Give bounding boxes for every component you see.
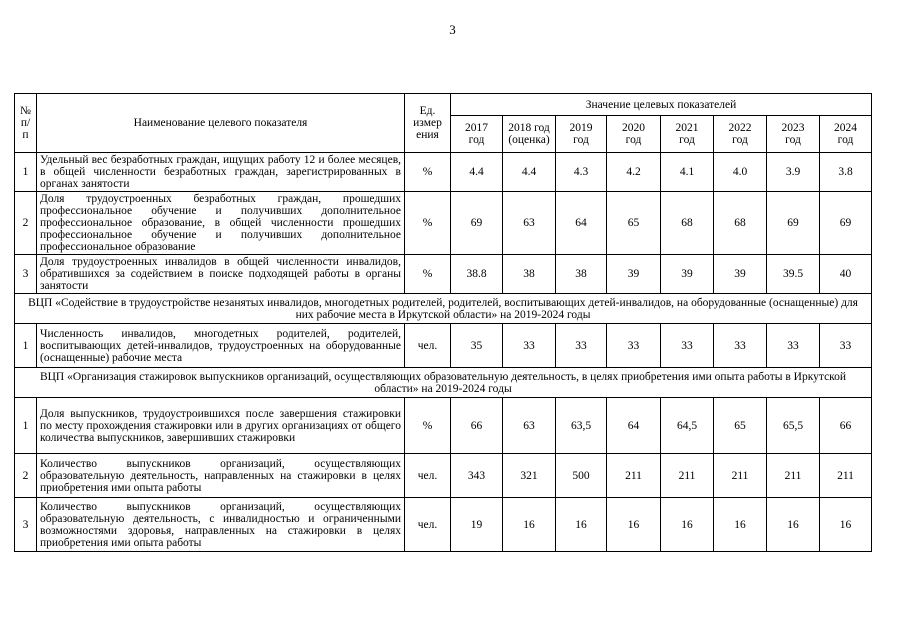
table-row (15, 192, 872, 255)
header-year-sub: год (837, 134, 854, 146)
header-year-1 (503, 116, 556, 153)
header-year-label: 2019 (569, 122, 593, 134)
indicator-value: 211 (820, 454, 872, 498)
header-year-7 (820, 116, 872, 153)
header-unit: Ед. измер ения (405, 94, 451, 153)
indicator-value: 16 (820, 498, 872, 552)
indicator-value: 33 (661, 324, 714, 368)
row-number: 3 (15, 498, 37, 552)
indicator-value: 4.1 (661, 153, 714, 192)
row-number: 1 (15, 398, 37, 454)
indicator-value: 39 (607, 255, 661, 294)
header-year-2 (556, 116, 607, 153)
indicator-value: 39 (714, 255, 767, 294)
table-row (15, 153, 872, 192)
indicator-value: 40 (820, 255, 872, 294)
header-year-sub: (оценка) (508, 134, 550, 146)
header-year-5 (714, 116, 767, 153)
header-year-label: 2018 год (508, 122, 550, 134)
indicator-value: 63 (503, 192, 556, 255)
header-values-group: Значение целевых показателей (451, 94, 872, 116)
indicator-value: 321 (503, 454, 556, 498)
table-header (15, 94, 872, 153)
indicator-unit: % (405, 192, 451, 255)
indicator-name: Численность инвалидов, многодетных родителей, родителей, воспитывающих детей-инвалидов, трудоустроенных на оборудованные (оснащенные) рабочие места (37, 324, 405, 368)
indicator-value: 64 (607, 398, 661, 454)
header-name: Наименование целевого показателя (37, 94, 405, 153)
indicator-value: 16 (714, 498, 767, 552)
indicator-name: Количество выпускников организаций, осуществляющих образовательную деятельность, направленных на стажировки в целях приобретения ими опыта работы (37, 454, 405, 498)
indicator-value: 63 (503, 398, 556, 454)
indicator-value: 65 (714, 398, 767, 454)
indicator-value: 38 (556, 255, 607, 294)
header-year-6 (767, 116, 820, 153)
indicator-value: 65,5 (767, 398, 820, 454)
indicator-value: 19 (451, 498, 503, 552)
indicator-value: 64,5 (661, 398, 714, 454)
row-number: 2 (15, 454, 37, 498)
header-year-label: 2023 (781, 122, 805, 134)
header-year-4 (661, 116, 714, 153)
indicator-value: 4.4 (503, 153, 556, 192)
indicator-value: 68 (714, 192, 767, 255)
header-year-label: 2022 (728, 122, 752, 134)
indicator-value: 16 (767, 498, 820, 552)
section-title: ВЦП «Организация стажировок выпускников организаций, осуществляющих образовательную деятельность, в целях приобретения ими опыта работы в Иркутской области» на 2019-2024 годы (15, 368, 872, 398)
indicator-value: 4.0 (714, 153, 767, 192)
indicator-value: 211 (607, 454, 661, 498)
indicator-name: Удельный вес безработных граждан, ищущих работу 12 и более месяцев, в общей численности безработных граждан, зарегистрированных в органах занятости (37, 153, 405, 192)
indicator-value: 4.2 (607, 153, 661, 192)
table-row (15, 498, 872, 552)
indicator-unit: чел. (405, 498, 451, 552)
indicator-value: 64 (556, 192, 607, 255)
indicator-value: 16 (556, 498, 607, 552)
indicator-value: 16 (607, 498, 661, 552)
indicator-value: 66 (820, 398, 872, 454)
indicator-value: 16 (661, 498, 714, 552)
section-title: ВЦП «Содействие в трудоустройстве незанятых инвалидов, многодетных родителей, родителей, воспитывающих детей-инвалидов, на оборудованные (оснащенные) для них рабочие места в Иркутской области» на 2019-2024 годы (15, 294, 872, 324)
table-row (15, 324, 872, 368)
header-year-sub: год (625, 134, 642, 146)
indicator-value: 66 (451, 398, 503, 454)
indicator-value: 38 (503, 255, 556, 294)
indicator-value: 33 (820, 324, 872, 368)
indicator-value: 69 (451, 192, 503, 255)
indicator-value: 33 (714, 324, 767, 368)
header-year-label: 2017 (465, 122, 488, 134)
header-year-sub: год (468, 134, 485, 146)
header-year-0 (451, 116, 503, 153)
indicator-unit: % (405, 398, 451, 454)
indicator-value: 343 (451, 454, 503, 498)
indicator-value: 33 (556, 324, 607, 368)
indicator-value: 16 (503, 498, 556, 552)
indicator-value: 33 (767, 324, 820, 368)
indicator-unit: % (405, 153, 451, 192)
table-row (15, 398, 872, 454)
indicator-value: 211 (661, 454, 714, 498)
indicator-unit: чел. (405, 454, 451, 498)
indicator-value: 33 (503, 324, 556, 368)
table-row (15, 255, 872, 294)
indicator-value: 211 (714, 454, 767, 498)
indicator-value: 3.8 (820, 153, 872, 192)
header-year-sub: год (785, 134, 801, 146)
indicator-value: 38.8 (451, 255, 503, 294)
indicator-name: Количество выпускников организаций, осуществляющих образовательную деятельность, с инвалидностью и ограниченными возможностями здоровья, направленных на стажировки в целях приобретения ими опыта работы (37, 498, 405, 552)
header-year-label: 2020 (622, 122, 645, 134)
page-number: 3 (449, 22, 456, 37)
header-year-label: 2024 (834, 122, 858, 134)
table-body (15, 153, 872, 552)
indicator-value: 69 (820, 192, 872, 255)
indicator-value: 65 (607, 192, 661, 255)
row-number: 1 (15, 153, 37, 192)
indicator-name: Доля трудоустроенных инвалидов в общей численности инвалидов, обратившихся за содействием в поиске подходящей работы в органы занятости (37, 255, 405, 294)
indicator-unit: чел. (405, 324, 451, 368)
indicator-name: Доля выпускников, трудоустроившихся после завершения стажировки по месту прохождения стажировки или в других организациях от общего количества выпускников, завершивших стажировки (37, 398, 405, 454)
indicator-value: 4.3 (556, 153, 607, 192)
indicator-value: 69 (767, 192, 820, 255)
indicator-value: 35 (451, 324, 503, 368)
indicator-value: 68 (661, 192, 714, 255)
indicator-value: 39.5 (767, 255, 820, 294)
indicator-unit: % (405, 255, 451, 294)
header-year-sub: год (732, 134, 748, 146)
indicator-value: 500 (556, 454, 607, 498)
table-row (15, 454, 872, 498)
indicators-table (14, 93, 872, 552)
section-row (15, 368, 872, 398)
header-number: № п/п (15, 94, 37, 153)
header-year-label: 2021 (675, 122, 699, 134)
header-year-sub: год (573, 134, 589, 146)
indicator-value: 33 (607, 324, 661, 368)
row-number: 1 (15, 324, 37, 368)
indicator-value: 211 (767, 454, 820, 498)
indicator-value: 39 (661, 255, 714, 294)
indicator-name: Доля трудоустроенных безработных граждан, прошедших профессиональное обучение и получивших дополнительное профессиональное образование, в общей численности прошедших профессиональное обучение и получивших дополнительное профессиональное образование (37, 192, 405, 255)
section-row (15, 294, 872, 324)
row-number: 2 (15, 192, 37, 255)
indicator-value: 3.9 (767, 153, 820, 192)
indicator-value: 4.4 (451, 153, 503, 192)
header-year-sub: год (679, 134, 695, 146)
header-year-3 (607, 116, 661, 153)
row-number: 3 (15, 255, 37, 294)
indicator-value: 63,5 (556, 398, 607, 454)
